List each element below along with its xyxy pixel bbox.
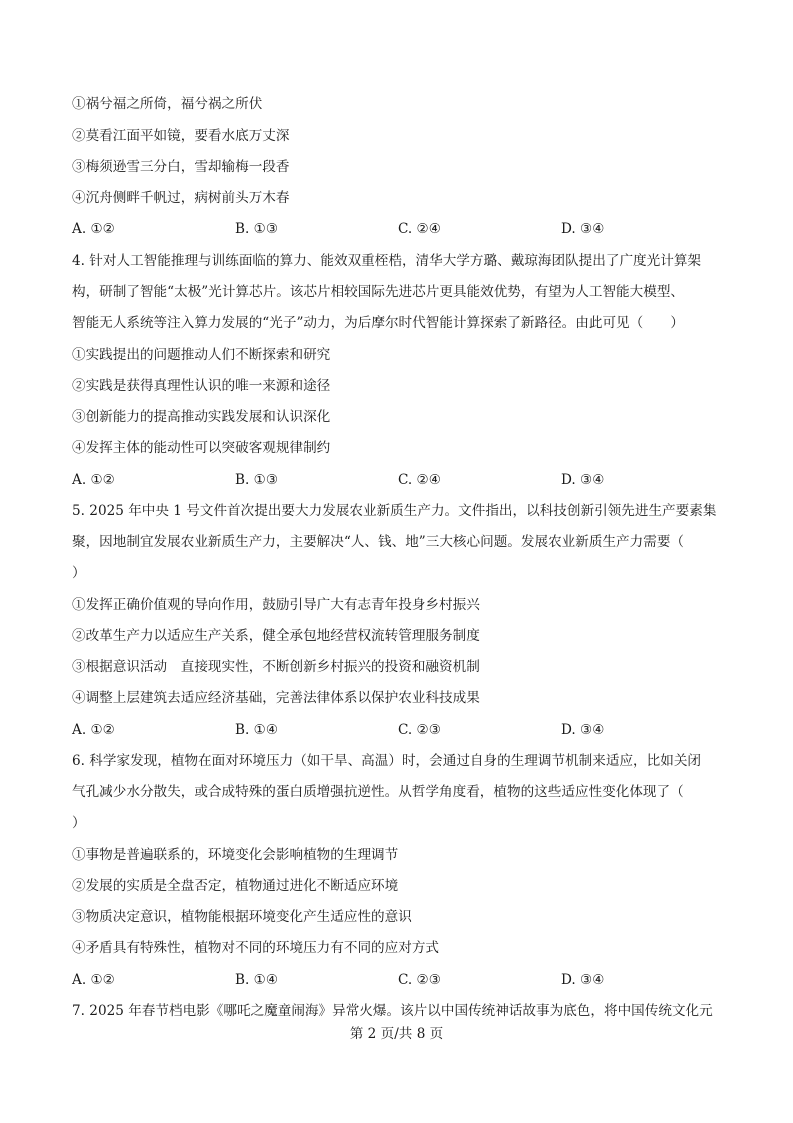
q4-stem-line-3: 智能无人系统等注入算力发展的“光子”动力，为后摩尔时代智能计算探索了新路径。由此可见（ ）	[72, 315, 685, 331]
q3-item-1: ①祸兮福之所倚，福兮祸之所伏	[72, 96, 263, 112]
q6-stem-line-2: 气孔减少水分散失，或合成特殊的蛋白质增强抗逆性。从哲学角度看，植物的这些适应性变化体现了（	[72, 784, 684, 800]
q6-option-b: B. ①④	[235, 972, 279, 988]
q5-option-c: C. ②③	[398, 722, 441, 738]
q6-option-c: C. ②③	[398, 972, 441, 988]
q6-option-a: A. ①②	[72, 972, 115, 988]
q4-option-b: B. ①③	[235, 472, 279, 488]
q4-stem-line-1: 4. 针对人工智能推理与训练面临的算力、能效双重桎梏，清华大学方璐、戴琼海团队提出了广度光计算架	[72, 253, 702, 269]
q6-option-d: D. ③④	[561, 972, 605, 988]
q4-item-4: ④发挥主体的能动性可以突破客观规律制约	[72, 440, 331, 456]
q7-stem-line-1: 7. 2025 年春节档电影《哪吒之魔童闹海》异常火爆。该片以中国传统神话故事为底色，将中国传统文化元	[72, 1003, 713, 1019]
q3-item-2: ②莫看江面平如镜，要看水底万丈深	[72, 128, 290, 144]
q6-item-1: ①事物是普遍联系的，环境变化会影响植物的生理调节	[72, 847, 399, 863]
q3-option-d: D. ③④	[561, 221, 605, 237]
q5-options	[72, 720, 724, 740]
q6-item-2: ②发展的实质是全盘否定，植物通过进化不断适应环境	[72, 878, 399, 894]
q3-item-4: ④沉舟侧畔千帆过，病树前头万木春	[72, 190, 290, 206]
q5-item-2: ②改革生产力以适应生产关系，健全承包地经营权流转管理服务制度	[72, 628, 480, 644]
q5-item-3: ③根据意识活动 直接现实性，不断创新乡村振兴的投资和融资机制	[72, 659, 480, 675]
q5-stem-line-1: 5. 2025 年中央 1 号文件首次提出要大力发展农业新质生产力。文件指出，以科技创新引领先进生产要素集	[72, 503, 717, 519]
q5-stem-line-3: ）	[72, 565, 86, 581]
q4-item-1: ①实践提出的问题推动人们不断探索和研究	[72, 347, 331, 363]
q3-option-b: B. ①③	[235, 221, 279, 237]
q4-stem-line-2: 构，研制了智能“太极”光计算芯片。该芯片相较国际先进芯片更具能效优势，有望为人工智能大模型、	[72, 284, 685, 300]
q3-option-c: C. ②④	[398, 221, 441, 237]
q5-stem-line-2: 聚，因地制宜发展农业新质生产力，主要解决“人、钱、地”三大核心问题。发展农业新质生产力需要（	[72, 534, 685, 550]
q5-option-a: A. ①②	[72, 722, 115, 738]
q6-stem-line-3: ）	[72, 815, 86, 831]
q4-options	[72, 470, 724, 490]
q5-item-1: ①发挥正确价值观的导向作用，鼓励引导广大有志青年投身乡村振兴	[72, 597, 480, 613]
q6-options	[72, 970, 724, 990]
q6-item-3: ③物质决定意识，植物能根据环境变化产生适应性的意识	[72, 909, 412, 925]
q4-item-2: ②实践是获得真理性认识的唯一来源和途径	[72, 378, 331, 394]
q3-options	[72, 219, 724, 239]
q4-option-c: C. ②④	[398, 472, 441, 488]
q4-item-3: ③创新能力的提高推动实践发展和认识深化	[72, 409, 331, 425]
q4-option-a: A. ①②	[72, 472, 115, 488]
q5-option-b: B. ①④	[235, 722, 279, 738]
q6-item-4: ④矛盾具有特殊性，植物对不同的环境压力有不同的应对方式	[72, 940, 440, 956]
q6-stem-line-1: 6. 科学家发现，植物在面对环境压力（如干旱、高温）时，会通过自身的生理调节机制来适应，比如关闭	[72, 753, 702, 769]
page-number-footer: 第 2 页/共 8 页	[349, 1026, 444, 1042]
q5-item-4: ④调整上层建筑去适应经济基础，完善法律体系以保护农业科技成果	[72, 690, 480, 706]
q4-option-d: D. ③④	[561, 472, 605, 488]
q5-option-d: D. ③④	[561, 722, 605, 738]
q3-item-3: ③梅须逊雪三分白，雪却输梅一段香	[72, 159, 290, 175]
q3-option-a: A. ①②	[72, 221, 115, 237]
